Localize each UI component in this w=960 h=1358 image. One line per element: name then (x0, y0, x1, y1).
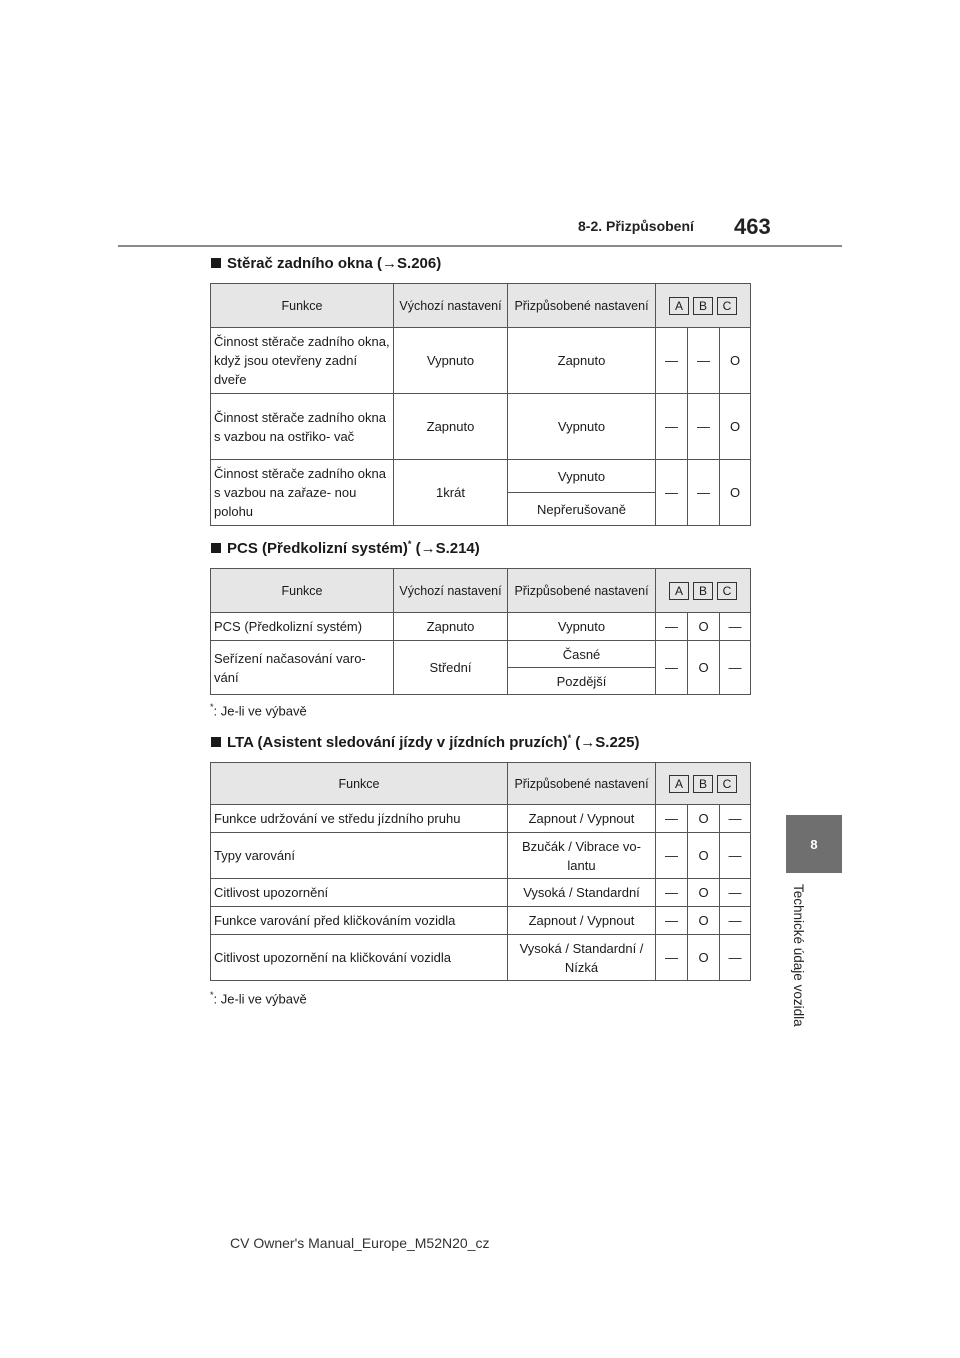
table-header-row: Funkce Výchozí nastavení Přizpůsobené nastavení A B C (211, 569, 751, 613)
arrow-icon: → (580, 734, 596, 751)
header-default: Výchozí nastavení (394, 284, 508, 328)
footnote: *: Je-li ve výbavě (210, 702, 307, 719)
table-row: Nepřerušovaně (211, 493, 751, 526)
table-rear-wiper (210, 283, 751, 526)
section-title-pcs: PCS (Předkolizní systém)* (→S.214) (211, 539, 480, 557)
table-row: Činnost stěrače zadního okna, když jsou otevřeny zadní dveře Vypnuto Zapnuto — — O (211, 328, 751, 394)
section-title-lta: LTA (Asistent sledování jízdy v jízdních pruzích)* (→S.225) (211, 733, 639, 751)
table-row: Funkce varování před kličkováním vozidla Zapnout / Vypnout — O — (211, 907, 751, 935)
table-pcs (210, 568, 751, 695)
table-row: Citlivost upozornění na kličkování vozidla Vysoká / Standardní / Nízká — O — (211, 935, 751, 981)
table-row: Pozdější (211, 668, 751, 695)
header-abc: A B C (656, 763, 751, 805)
header-custom: Přizpůsobené nastavení (508, 284, 656, 328)
table-header-row (211, 284, 751, 328)
table-lta (210, 762, 751, 981)
table-row: Činnost stěrače zadního okna s vazbou na ostřiko- vač Zapnuto Vypnuto — — O (211, 394, 751, 460)
table-row: PCS (Předkolizní systém) Zapnuto Vypnuto — O — (211, 613, 751, 641)
table-row: Činnost stěrače zadního okna s vazbou na zařaze- nou polohu 1krát Vypnuto — — O (211, 460, 751, 493)
chapter-tab: 8 (786, 815, 842, 873)
bullet-square-icon (211, 258, 221, 268)
section-title-rear-wiper: Stěrač zadního okna (→S.206) (211, 255, 441, 272)
table-row: Seřízení načasování varo- vání Střední Časné — O — (211, 641, 751, 668)
table-row: Funkce udržování ve středu jízdního pruhu Zapnout / Vypnout — O — (211, 805, 751, 833)
arrow-icon: → (420, 540, 436, 557)
bullet-square-icon (211, 543, 221, 553)
table-row: Typy varování Bzučák / Vibrace vo- lantu — O — (211, 833, 751, 879)
chapter-side-title: Technické údaje vozidla (791, 884, 806, 1027)
header-abc: A B C (656, 569, 751, 613)
section-header: 8-2. Přizpůsobení (578, 218, 694, 234)
footnote: *: Je-li ve výbavě (210, 990, 307, 1007)
page-number: 463 (734, 214, 771, 239)
arrow-icon: → (382, 255, 398, 272)
table-header-row: Funkce Přizpůsobené nastavení A B C (211, 763, 751, 805)
table-row: Citlivost upozornění Vysoká / Standardní — O — (211, 879, 751, 907)
header-rule (118, 245, 842, 247)
bullet-square-icon (211, 737, 221, 747)
footer-doc-id: CV Owner's Manual_Europe_M52N20_cz (230, 1235, 490, 1251)
header-abc: A B C (656, 284, 751, 328)
header-function: Funkce (211, 284, 394, 328)
